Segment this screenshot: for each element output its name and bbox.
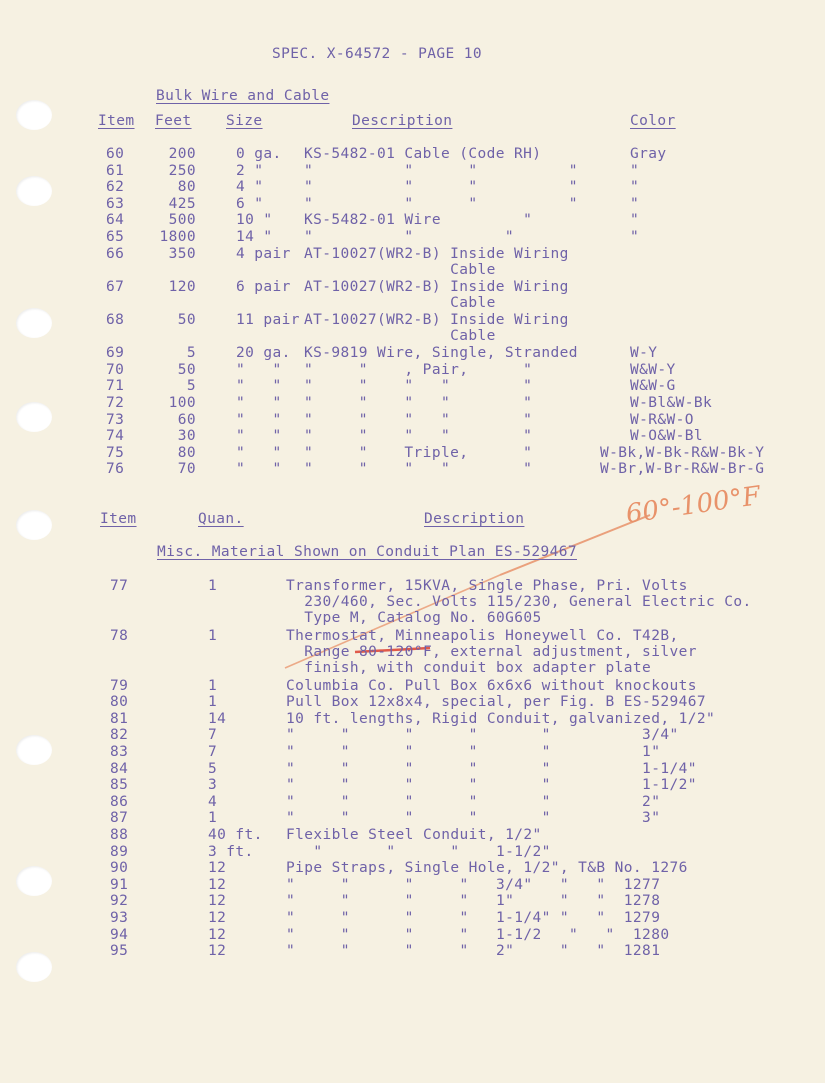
section-title: Bulk Wire and Cable [156, 88, 330, 104]
row-description: Flexible Steel Conduit, 1/2" [286, 827, 542, 843]
row-description: Pull Box 12x8x4, special, per Fig. B ES-529467 [286, 694, 706, 711]
row-feet: 80 [177, 179, 196, 196]
row-description: KS-9819 Wire, Single, Stranded [304, 345, 578, 362]
row-item: 87 [110, 810, 129, 827]
row-quantity: 40 ft. [208, 827, 263, 843]
row-color: W-Bk,W-Bk-R&W-Bk-Y [600, 444, 765, 461]
row-feet: 350 [168, 245, 196, 262]
row-size: " " [236, 428, 282, 445]
row-item: 60 [106, 146, 125, 162]
row-color: W&W-Y [630, 361, 676, 378]
row-color: W-R&W-O [630, 411, 694, 428]
column-header: Item [100, 511, 137, 527]
row-size: 10 " [236, 212, 273, 229]
row-description: " " " " " 2" [286, 793, 661, 810]
row-item: 76 [106, 461, 125, 478]
row-item: 90 [110, 860, 129, 877]
row-description: " " " " [304, 195, 578, 212]
row-item: 75 [106, 444, 125, 461]
row-description: " " " " " [304, 395, 533, 411]
column-header: Item [98, 113, 135, 129]
row-item: 88 [110, 827, 129, 843]
row-item: 92 [110, 893, 129, 910]
row-item: 85 [110, 777, 129, 794]
row-size: 14 " [236, 229, 273, 245]
row-feet: 250 [168, 162, 196, 179]
row-color: W-O&W-Bl [630, 428, 704, 445]
row-item: 82 [110, 727, 129, 744]
row-quantity: 1 [208, 627, 218, 644]
row-quantity: 12 [208, 926, 227, 943]
row-item: 70 [106, 361, 125, 378]
row-size: " " [236, 395, 282, 411]
section-title: Misc. Material Shown on Conduit Plan ES-529467 [157, 544, 577, 560]
row-color: W-Y [630, 345, 658, 362]
row-feet: 5 [186, 345, 196, 362]
row-description: Pipe Straps, Single Hole, 1/2", T&B No. 1276 [286, 860, 688, 877]
row-item: 86 [110, 793, 129, 810]
row-feet: 60 [177, 411, 196, 428]
row-quantity: 12 [208, 943, 227, 960]
column-header: Feet [155, 113, 192, 129]
row-quantity: 1 [208, 677, 218, 694]
row-item: 62 [106, 179, 125, 196]
handwritten-note: 60°-100°F [624, 481, 763, 530]
row-feet: 425 [168, 195, 196, 212]
row-item: 89 [110, 843, 129, 860]
row-description: KS-5482-01 Wire " [304, 212, 533, 229]
row-description: " " " " [304, 162, 578, 179]
row-quantity: 7 [208, 727, 218, 744]
row-quantity: 12 [208, 860, 227, 877]
row-size: 0 ga. [236, 146, 282, 162]
row-description: " " " " " 1-1/4" [286, 760, 697, 777]
row-item: 93 [110, 910, 129, 926]
row-description: " " " " " [304, 378, 533, 395]
row-item: 64 [106, 212, 125, 229]
row-item: 69 [106, 345, 125, 362]
row-description: Transformer, 15KVA, Single Phase, Pri. Volts 230/460, Sec. Volts 115/230, General Electric Co. Type M, Catalog No. 60G605 [286, 578, 752, 626]
row-feet: 30 [177, 428, 196, 445]
row-feet: 70 [177, 461, 196, 478]
row-item: 68 [106, 312, 125, 328]
row-quantity: 1 [208, 578, 218, 594]
row-item: 73 [106, 411, 125, 428]
row-description: " " " " " [304, 428, 533, 445]
row-description: " " " " [304, 179, 578, 196]
row-feet: 120 [168, 278, 196, 295]
row-size: 11 pair [236, 312, 300, 328]
row-item: 83 [110, 744, 129, 760]
row-quantity: 5 [208, 760, 218, 777]
row-item: 79 [110, 677, 129, 694]
row-item: 72 [106, 395, 125, 411]
row-feet: 100 [168, 395, 196, 411]
row-feet: 500 [168, 212, 196, 229]
row-color: " [630, 179, 640, 196]
row-description: " " , Pair, " [304, 361, 533, 378]
row-color: " [630, 212, 640, 229]
column-header: Description [424, 511, 525, 527]
row-description: Columbia Co. Pull Box 6x6x6 without knockouts [286, 677, 697, 694]
row-item: 94 [110, 926, 129, 943]
row-description: Thermostat, Minneapolis Honeywell Co. T42B, Range 80-120°F, external adjustment, silver finish, with conduit box adapter plate [286, 627, 697, 676]
row-quantity: 1 [208, 694, 218, 711]
row-item: 81 [110, 710, 129, 727]
row-size: 6 pair [236, 278, 291, 295]
row-item: 84 [110, 760, 129, 777]
row-description: AT-10027(WR2-B) Inside Wiring Cable [304, 245, 569, 278]
row-description: " " " " " [304, 461, 533, 478]
row-item: 78 [110, 627, 129, 644]
row-size: 20 ga. [236, 345, 291, 362]
row-description: 10 ft. lengths, Rigid Conduit, galvanized, 1/2" [286, 710, 716, 727]
row-size: " " [236, 444, 282, 461]
row-color: W-Bl&W-Bk [630, 395, 713, 411]
row-quantity: 12 [208, 876, 227, 893]
row-size: " " [236, 461, 282, 478]
column-header: Size [226, 113, 263, 129]
column-header: Description [352, 113, 453, 129]
row-color: Gray [630, 146, 667, 162]
row-item: 67 [106, 278, 125, 295]
row-description: KS-5482-01 Cable (Code RH) [304, 146, 542, 162]
row-description: " " " " 2" " " 1281 [286, 943, 661, 960]
row-feet: 5 [186, 378, 196, 395]
row-color: " [630, 162, 640, 179]
row-quantity: 7 [208, 744, 218, 760]
row-description: " " " " " 3/4" [286, 727, 679, 744]
row-item: 61 [106, 162, 125, 179]
row-quantity: 3 ft. [208, 843, 254, 860]
row-feet: 200 [168, 146, 196, 162]
row-quantity: 12 [208, 910, 227, 926]
row-item: 80 [110, 694, 129, 711]
row-quantity: 4 [208, 793, 218, 810]
row-feet: 80 [177, 444, 196, 461]
row-size: 2 " [236, 162, 264, 179]
row-description: AT-10027(WR2-B) Inside Wiring Cable [304, 278, 569, 311]
row-item: 66 [106, 245, 125, 262]
row-description: " " " " 1-1/4" " " 1279 [286, 910, 661, 926]
row-description: " " " " 1-1/2 " " 1280 [286, 926, 670, 943]
row-item: 63 [106, 195, 125, 212]
row-feet: 50 [177, 361, 196, 378]
row-description: AT-10027(WR2-B) Inside Wiring Cable [304, 312, 569, 344]
row-description: " " Triple, " [304, 444, 533, 461]
row-color: W-Br,W-Br-R&W-Br-G [600, 461, 765, 478]
column-header: Quan. [198, 511, 244, 527]
row-description: " " " " 1" " " 1278 [286, 893, 661, 910]
row-description: " " " " " 1" [286, 744, 661, 760]
row-feet: 1800 [159, 229, 196, 245]
row-item: 65 [106, 229, 125, 245]
page-title: SPEC. X-64572 - PAGE 10 [272, 46, 482, 62]
row-quantity: 12 [208, 893, 227, 910]
row-size: " " [236, 378, 282, 395]
row-item: 71 [106, 378, 125, 395]
column-header: Color [630, 113, 676, 129]
row-color: " [630, 229, 640, 245]
row-item: 95 [110, 943, 129, 960]
row-quantity: 1 [208, 810, 218, 827]
row-description: " " " 1-1/2" [286, 843, 551, 860]
row-size: " " [236, 361, 282, 378]
row-feet: 50 [177, 312, 196, 328]
row-size: " " [236, 411, 282, 428]
row-item: 77 [110, 578, 129, 594]
row-item: 74 [106, 428, 125, 445]
row-description: " " " [304, 229, 514, 245]
row-color: W&W-G [630, 378, 676, 395]
row-description: " " " " " [304, 411, 533, 428]
row-description: " " " " " 3" [286, 810, 661, 827]
row-description: " " " " 3/4" " " 1277 [286, 876, 661, 893]
row-quantity: 3 [208, 777, 218, 794]
row-size: 4 " [236, 179, 264, 196]
row-size: 6 " [236, 195, 264, 212]
row-color: " [630, 195, 640, 212]
row-description: " " " " " 1-1/2" [286, 777, 697, 794]
row-quantity: 14 [208, 710, 227, 727]
row-item: 91 [110, 876, 129, 893]
row-size: 4 pair [236, 245, 291, 262]
